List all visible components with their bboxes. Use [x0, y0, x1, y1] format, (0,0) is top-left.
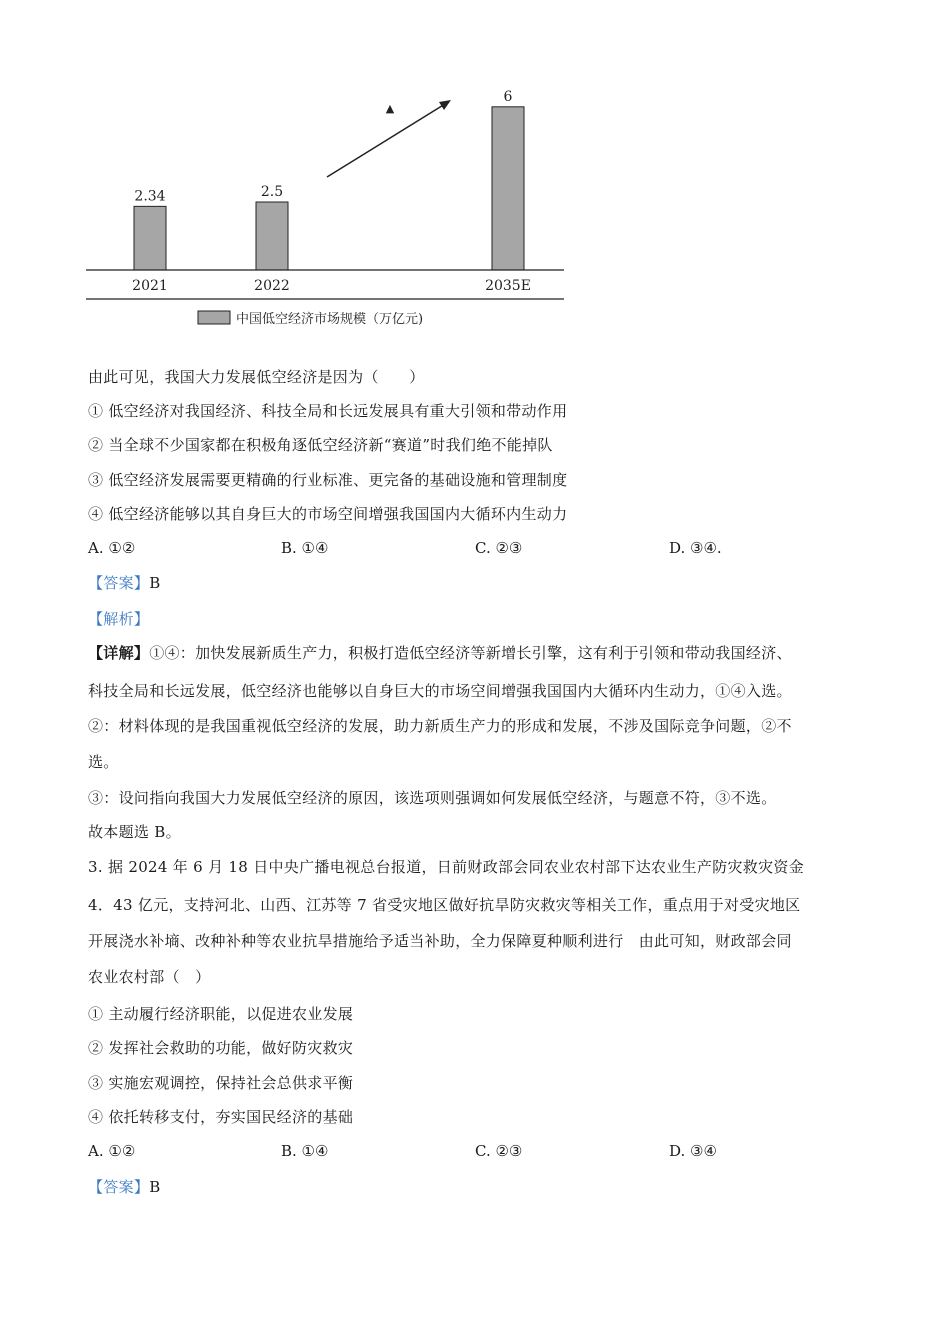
q2-item-3: ③ 低空经济发展需要更精确的行业标准、更完备的基础设施和管理制度 — [88, 471, 568, 489]
q3-item-3: ③ 实施宏观调控，保持社会总供求平衡 — [88, 1074, 354, 1092]
data-label-2021: 2.34 — [134, 188, 166, 205]
q3-option-b: B. ①④ — [281, 1142, 329, 1160]
q3-option-d: D. ③④ — [669, 1142, 717, 1160]
q2-option-c: C. ②③ — [475, 539, 523, 557]
q3-answer-tag: 【答案】 — [88, 1178, 150, 1196]
triangle-marker: ▲ — [385, 102, 395, 115]
q3-option-a: A. ①② — [88, 1142, 136, 1160]
legend-label: 中国低空经济市场规模（万亿元) — [236, 312, 424, 327]
q3-answer-value: B — [149, 1178, 161, 1196]
q2-option-a: A. ①② — [88, 539, 136, 557]
q3-stem-line-2: 4．43 亿元，支持河北、山西、江苏等 7 省受灾地区做好抗旱防灾救灾等相关工作，重点用于对受灾地区 — [88, 896, 801, 914]
q2-answer-value: B — [149, 574, 161, 592]
q2-detail-line-4: 选。 — [88, 753, 119, 771]
tick-label-2035E: 2035E — [485, 278, 531, 294]
data-label-2035E: 6 — [503, 88, 513, 105]
q3-stem-line-1: 3. 据 2024 年 6 月 18 日中央广播电视总台报道，日前财政部会同农业农村部下达农业生产防灾救灾资金 — [88, 858, 804, 876]
legend-swatch — [198, 311, 230, 324]
q2-stem: 由此可见，我国大力发展低空经济是因为（ ） — [88, 368, 425, 386]
q2-item-2: ② 当全球不少国家都在积极角逐低空经济新“赛道”时我们绝不能掉队 — [88, 436, 553, 454]
trend-arrow-head — [439, 100, 451, 110]
q2-detail-line-3: ②：材料体现的是我国重视低空经济的发展，助力新质生产力的形成和发展，不涉及国际竞争问题，②不 — [88, 717, 792, 735]
q2-option-d: D. ③④. — [669, 539, 722, 557]
q2-answer-tag: 【答案】 — [88, 574, 150, 592]
q3-option-c: C. ②③ — [475, 1142, 523, 1160]
q3-stem-line-3: 开展浇水补墒、改种补种等农业抗旱措施给予适当补助，全力保障夏种顺利进行 由此可知，财政部会同 — [88, 932, 792, 950]
q2-detail-line-2: 科技全局和长远发展，低空经济也能够以自身巨大的市场空间增强我国国内大循环内生动力，①④入选。 — [88, 682, 792, 700]
q2-analysis-heading — [88, 609, 149, 629]
bar-2022 — [256, 202, 288, 270]
q2-option-b: B. ①④ — [281, 539, 329, 557]
q3-stem-line-4: 农业农村部（ ） — [88, 968, 211, 986]
q3-item-4: ④ 依托转移支付，夯实国民经济的基础 — [88, 1108, 354, 1126]
q2-detail-tag: 【详解】 — [88, 644, 150, 662]
q2-answer — [88, 573, 161, 593]
q3-answer — [88, 1177, 161, 1197]
q2-item-1: ① 低空经济对我国经济、科技全局和长远发展具有重大引领和带动作用 — [88, 402, 568, 420]
q2-detail-line-6: 故本题选 B。 — [88, 823, 181, 841]
q2-detail-line-1 — [88, 643, 792, 663]
data-label-2022: 2.5 — [260, 184, 284, 200]
q2-detail-text-1: ①④：加快发展新质生产力，积极打造低空经济等新增长引擎，这有利于引领和带动我国经济、 — [149, 644, 792, 662]
q3-item-2: ② 发挥社会救助的功能，做好防灾救灾 — [88, 1039, 354, 1057]
tick-label-2021: 2021 — [132, 278, 168, 294]
q2-item-4: ④ 低空经济能够以其自身巨大的市场空间增强我国国内大循环内生动力 — [88, 505, 568, 523]
tick-label-2022: 2022 — [254, 278, 290, 294]
q3-item-1: ① 主动履行经济职能，以促进农业发展 — [88, 1005, 354, 1023]
bar-2035E — [492, 107, 524, 270]
market-size-bar-chart — [0, 0, 950, 340]
bar-2021 — [134, 206, 166, 270]
q2-detail-line-5: ③：设问指向我国大力发展低空经济的原因，该选项则强调如何发展低空经济，与题意不符，③不选。 — [88, 789, 777, 807]
q2-analysis-tag: 【解析】 — [88, 610, 150, 628]
